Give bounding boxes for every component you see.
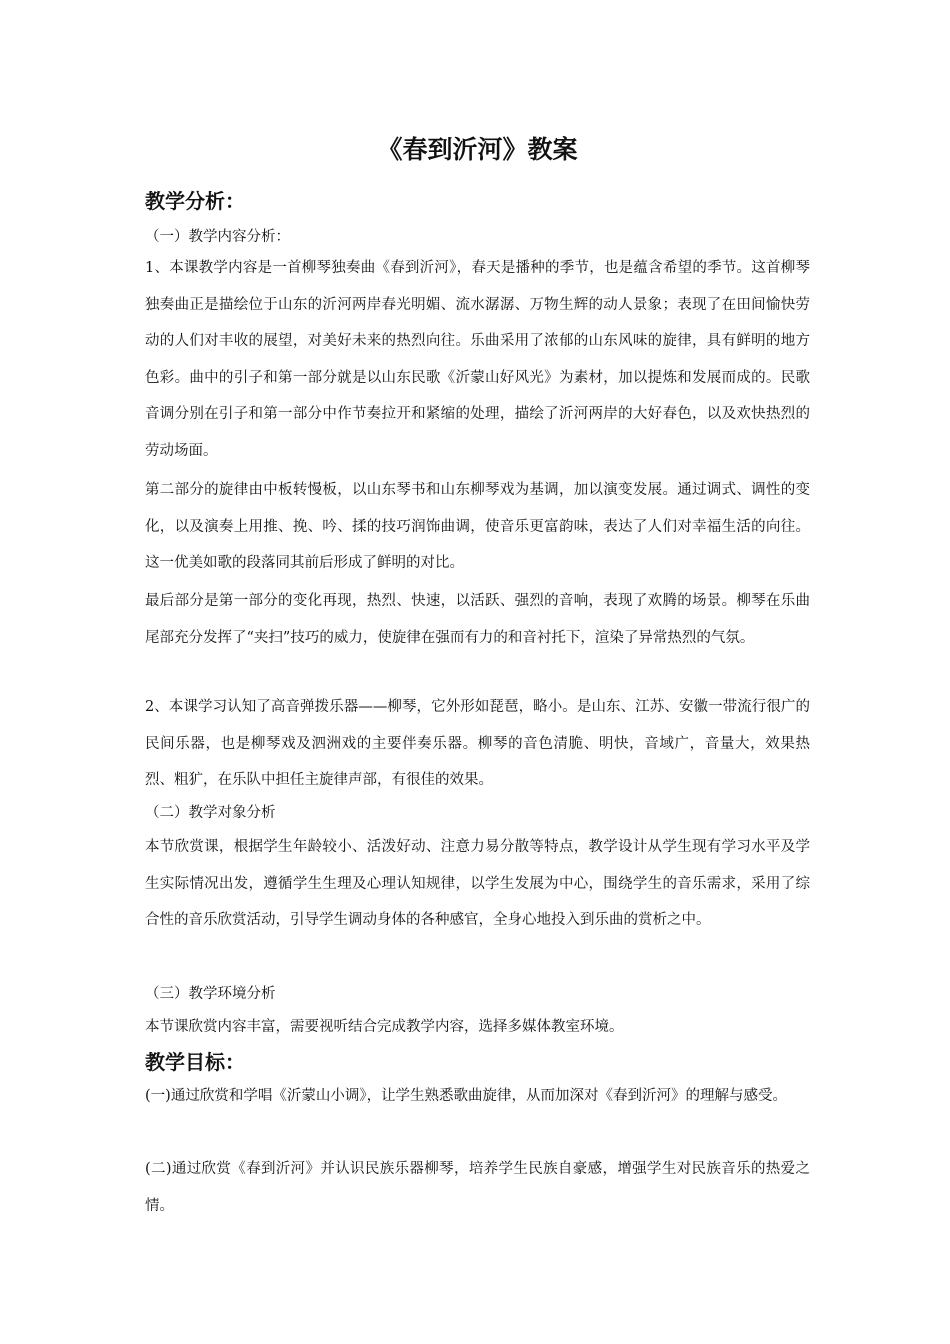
paragraph-content-4: 2、本课学习认知了高音弹拨乐器——柳琴，它外形如琵琶，略小。是山东、江苏、安徽一带流行很广的民间乐器，也是柳琴戏及泗洲戏的主要伴奏乐器。柳琴的音色清脆、明快，音域广，音量大，效果热烈、粗犷，在乐队中担任主旋律声部，有很佳的效果。	[145, 699, 810, 788]
paragraph-goal-1: (一)通过欣赏和学唱《沂蒙山小调》，让学生熟悉歌曲旋律，从而加深对《春到沂河》的理解与感受。	[145, 1088, 788, 1104]
paragraph-content-3: 最后部分是第一部分的变化再现，热烈、快速，以活跃、强烈的音响，表现了欢腾的场景。柳琴在乐曲尾部充分发挥了“夹扫”技巧的威力，使旋律在强而有力的和音衬托下，渲染了异常热烈的气氛。	[145, 593, 810, 646]
paragraph-content-1: 1、本课教学内容是一首柳琴独奏曲《春到沂河》，春天是播种的季节，也是蕴含希望的季节。这首柳琴独奏曲正是描绘位于山东的沂河两岸春光明媚、流水潺潺、万物生辉的动人景象；表现了在田间愉快劳动的人们对丰收的展望，对美好未来的热烈向往。乐曲采用了浓郁的山东风味的旋律，具有鲜明的地方色彩。曲中的引子和第一部分就是以山东民歌《沂蒙山好风光》为素材，加以提炼和发展而成的。民歌音调分别在引子和第一部分中作节奏拉开和紧缩的处理，描绘了沂河两岸的大好春色，以及欢快热烈的劳动场面。	[145, 260, 810, 459]
document-title: 《春到沂河》教案	[377, 135, 578, 164]
subheading-environment-analysis: （三）教学环境分析	[145, 986, 276, 1002]
paragraph-environment: 本节课欣赏内容丰富，需要视听结合完成教学内容，选择多媒体教室环境。	[145, 1019, 624, 1035]
paragraph-goal-2: (二)通过欣赏《春到沂河》并认识民族乐器柳琴，培养学生民族自豪感，增强学生对民族音乐的热爱之情。	[145, 1161, 810, 1214]
heading-teaching-goals: 教学目标：	[145, 1050, 245, 1074]
paragraph-students: 本节欣赏课，根据学生年龄较小、活泼好动、注意力易分散等特点，教学设计从学生现有学习水平及学生实际情况出发，遵循学生生理及心理认知规律，以学生发展为中心，围绕学生的音乐需求，采用了综合性的音乐欣赏活动，引导学生调动身体的各种感官，全身心地投入到乐曲的赏析之中。	[145, 839, 810, 928]
paragraph-content-2: 第二部分的旋律由中板转慢板，以山东琴书和山东柳琴戏为基调，加以演变发展。通过调式、调性的变化，以及演奏上用推、挽、吟、揉的技巧润饰曲调，使音乐更富韵味，表达了人们对幸福生活的向往。这一优美如歌的段落同其前后形成了鲜明的对比。	[145, 482, 810, 571]
subheading-student-analysis: （二）教学对象分析	[145, 805, 276, 821]
subheading-content-analysis: （一）教学内容分析：	[145, 229, 290, 245]
heading-teaching-analysis: 教学分析：	[145, 189, 245, 213]
